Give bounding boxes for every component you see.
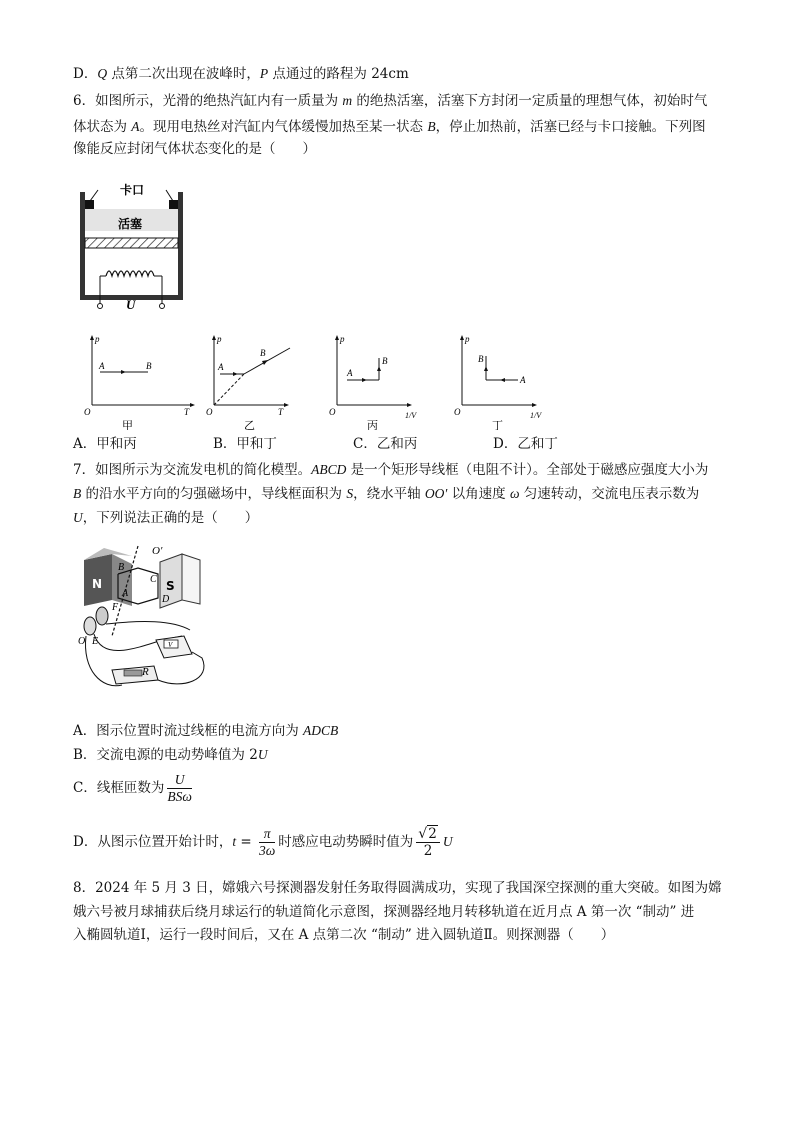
terminal-left [98,304,103,309]
svg-text:O′: O′ [152,545,163,557]
q5-option-d: D．Q 点第二次出现在波峰时，P 点通过的路程为 24cm [73,66,409,82]
svg-text:A: A [218,362,224,372]
fraction-root2-over-2: $\frac{√2}{2}$ [416,826,440,859]
resistor [112,666,158,684]
q7-option-b: B．交流电源的电动势峰值为 2U [73,747,268,763]
q6-stem-line2: 体状态为 A。现用电热丝对汽缸内气体缓慢加热至某一状态 B，停止加热前，活塞已经与卡口接触。下列图 [73,119,706,135]
graph-jia [84,334,195,430]
svg-text:B: B [260,348,266,358]
graph-bing [329,334,417,430]
svg-text:D: D [162,594,170,605]
svg-text:丁: 丁 [492,419,503,430]
svg-text:O: O [84,407,91,417]
q6-options [73,434,673,454]
q7-stem-line2: B 的沿水平方向的匀强磁场中，导线框面积为 S，绕水平轴 OO′ 以角速度 ω 匀速转动，交流电压表示数为 [73,486,700,502]
voltmeter [156,636,192,658]
q6-option-a: A．甲和丙 [73,436,137,452]
svg-text:E: E [92,636,99,647]
stopper-label: 卡口 [120,183,145,197]
slip-rings [84,607,108,635]
q6-stem-line3: 像能反应封闭气体状态变化的是（ ） [73,141,316,157]
svg-text:1/V: 1/V [405,411,417,420]
dashed-extension [214,374,244,405]
graph-yi [206,334,290,430]
svg-text:O: O [78,636,86,647]
q7-option-d: D．从图示位置开始计时，t = $\frac{\pi}{3\omega}$ 时感应电动势瞬时值为 $\frac{√2}{2}$ U [73,826,453,859]
wire-2 [106,622,190,630]
stopper-right [169,200,178,209]
graph-ding [454,334,542,430]
svg-text:A: A [99,361,105,371]
q6-option-c: C．乙和丙 [353,436,418,452]
svg-text:O: O [454,407,461,417]
stopper-pointer-left [90,190,98,201]
svg-text:O: O [206,407,213,417]
svg-text:A: A [347,368,353,378]
cylinder-right-wall [178,192,183,300]
svg-text:F: F [112,602,119,613]
piston-label: 活塞 [118,217,143,231]
svg-text:丙: 丙 [367,419,378,430]
svg-text:C: C [150,574,157,585]
q6-option-d: D．乙和丁 [493,436,558,452]
stopper-left [85,200,94,209]
svg-text:A: A [520,375,526,385]
svg-text:S: S [166,579,175,593]
svg-text:p: p [95,334,100,344]
fraction-u-over-bsw: $\frac{U}{\text{BSω}}$ [167,772,192,804]
q7-stem-line3: U，下列说法正确的是（ ） [73,510,259,526]
svg-text:p: p [465,334,470,344]
svg-text:V: V [168,641,173,649]
svg-text:A: A [122,588,129,599]
svg-text:p: p [340,334,345,344]
q7-option-a: A．图示位置时流过线框的电流方向为 ADCB [73,723,339,739]
svg-text:T: T [184,407,190,417]
svg-text:R: R [142,666,149,678]
svg-text:乙: 乙 [244,419,255,430]
svg-text:O: O [329,407,336,417]
stopper-pointer-right [166,190,173,201]
voltage-label: U [126,297,136,310]
q6-option-b: B．甲和丁 [213,436,277,452]
svg-text:1/V: 1/V [530,411,542,420]
q6-stem-line1: 6．如图所示，光滑的绝热汽缸内有一质量为 m 的绝热活塞，活塞下方封闭一定质量的理想气体，初始时气 [73,93,708,109]
svg-text:B: B [478,354,484,364]
generator-figure [72,540,252,700]
q8-stem-line1: 8．2024 年 5 月 3 日，嫦娥六号探测器发射任务取得圆满成功，实现了我国深空探测的重大突破。如图为嫦 [73,880,722,896]
fraction-pi-over-3w: $\frac{\pi}{3\omega}$ [259,826,276,858]
q7-stem-line1: 7．如图所示为交流发电机的简化模型。ABCD 是一个矩形导线框（电阻不计）。全部处于磁感应强度大小为 [73,462,709,478]
terminal-right [160,304,165,309]
state-graphs [80,330,560,430]
svg-text:p: p [217,334,222,344]
cylinder-left-wall [80,192,85,300]
q8-stem-line2: 娥六号被月球捕获后绕月球运行的轨道简化示意图，探测器经地月转移轨道在近月点 A 第一次 “制动” 进 [73,904,695,920]
svg-text:B: B [146,361,152,371]
svg-text:T: T [278,407,284,417]
piston [85,238,178,248]
svg-text:N: N [92,577,103,591]
svg-text:B: B [118,562,125,573]
q7-option-c: C．线框匝数为 $\frac{U}{\text{BSω}}$ [73,772,192,804]
q8-stem-line3: 入椭圆轨道Ⅰ，运行一段时间后，又在 A 点第二次 “制动” 进入圆轨道Ⅱ。则探测器（ ） [73,927,615,943]
graph-caption: 甲 [122,419,133,430]
svg-text:B: B [382,356,388,366]
cylinder-figure [70,180,200,310]
